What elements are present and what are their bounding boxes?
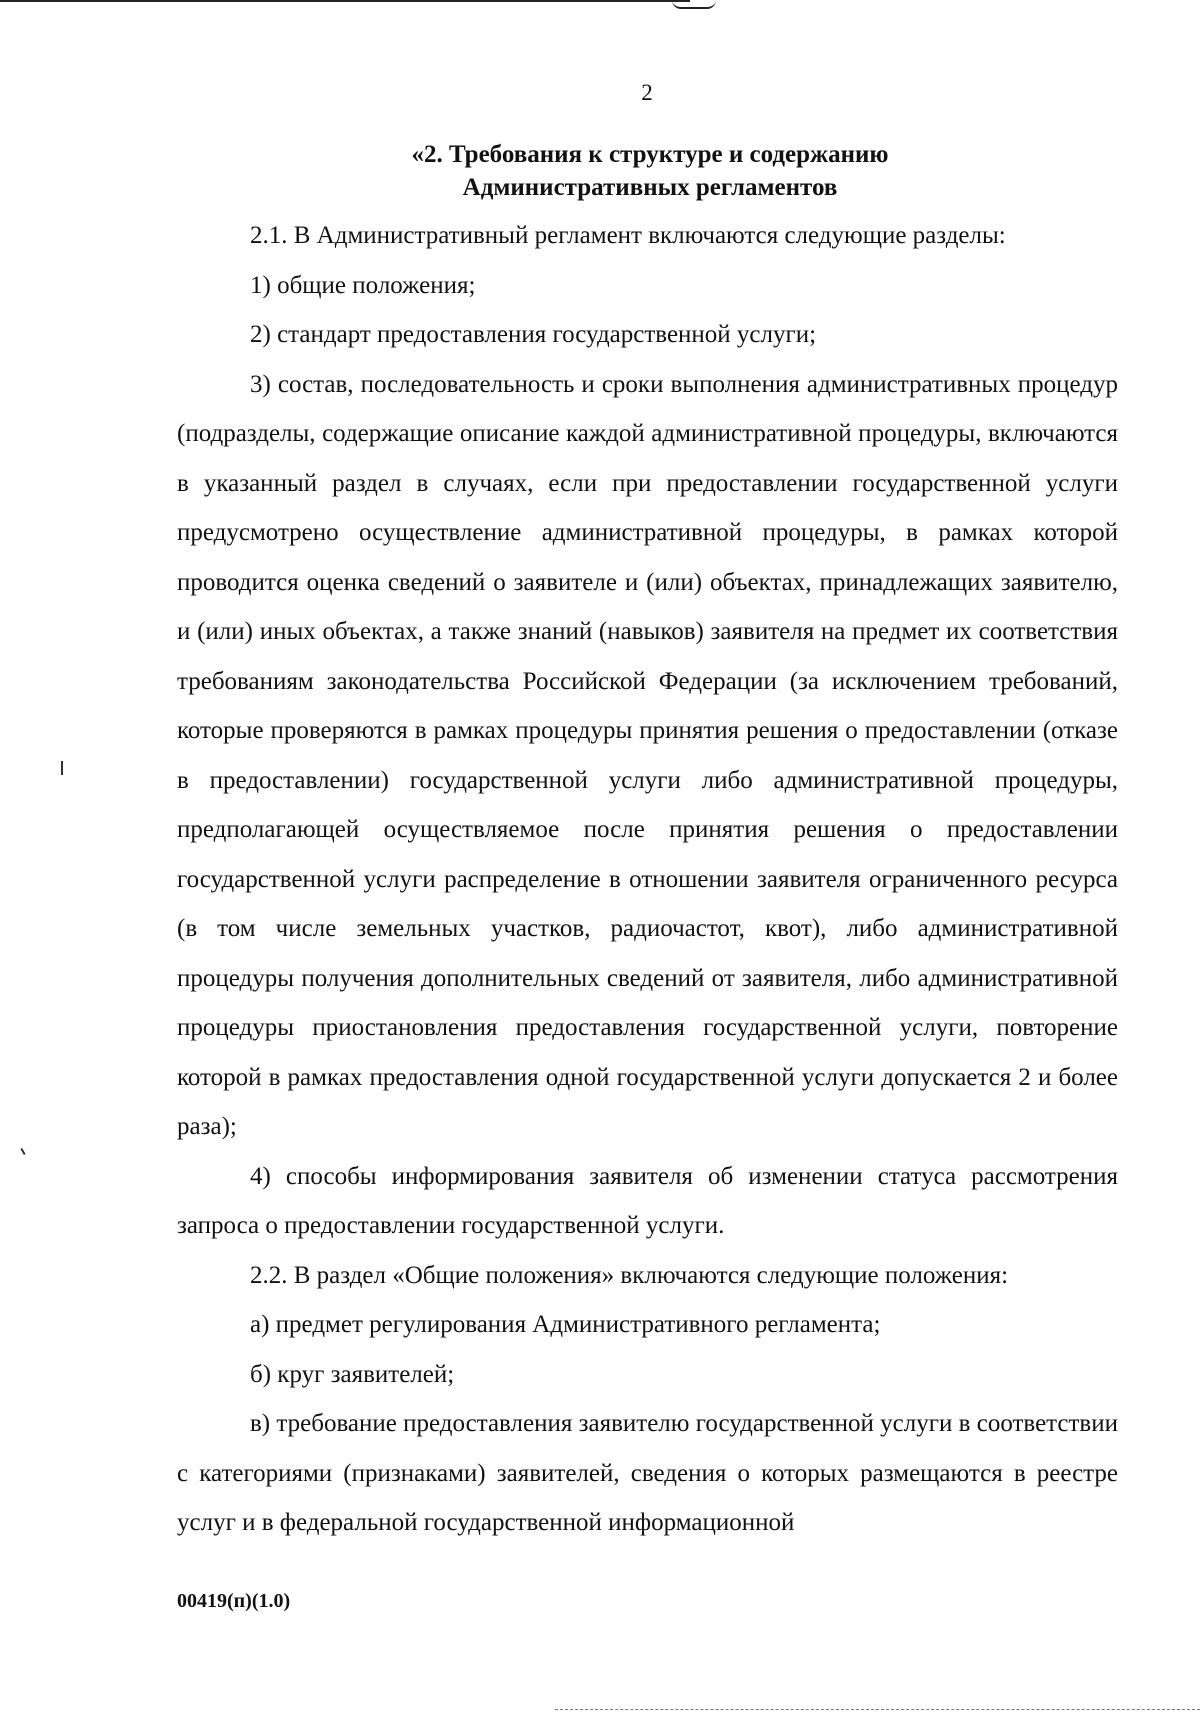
scan-artifact-top-line [0,0,690,2]
paragraph-item-v: в) требование предоставления заявителю государственной услуги в соответствии с категориями (признаками) заявителей, сведения о которых размещаются в реестре услуг и в федеральной государственной информационной [177,1410,1118,1536]
paragraph-2-2: 2.2. В раздел «Общие положения» включаются следующие положения: [250,1261,1009,1289]
section-heading [300,138,1000,204]
paragraph-item-2: 2) стандарт предоставления государственной услуги; [250,321,817,348]
section-heading-line-2: Административных регламентов [462,174,838,201]
body-text [177,211,1118,1548]
document-code: 00419(п)(1.0) [177,1590,291,1612]
scan-artifact-left-tick [61,761,63,775]
page-number: 2 [641,80,653,105]
scan-artifact-left-mark [20,1148,25,1155]
paragraph-2-1: 2.1. В Административный регламент включаются следующие разделы: [250,222,1006,249]
section-heading-line-1: «2. Требования к структуре и содержанию [411,141,889,168]
paragraph-item-3: 3) состав, последовательность и сроки выполнения административных процедур (подразделы, содержащие описание каждой административной процедуры, включаются в указанный раздел в случаях, если при предоставлении государственной услуги предусмотрено осуществление административной процедуры, в рамках которой проводится оценка сведений о заявителе и (или) объектах, принадлежащих заявителю, и (или) иных объектах, а также знаний (навыков) заявителя на предмет их соответствия требованиям законодательства Российской Федерации (за исключением требований, которые проверяются в рамках процедуры принятия решения о предоставлении (отказе в предоставлении) государственной услуги либо административной процедуры, предполагающей осуществляемое после принятия решения о предоставлении государственной услуги распределение в отношении заявителя ограниченного ресурса (в том числе земельных участков, радиочастот, квот), либо административной процедуры получения дополнительных сведений от заявителя, либо административной процедуры приостановления предоставления государственной услуги, повторение которой в рамках предоставления одной государственной услуги допускается 2 и более раза); [177,370,1118,1140]
paragraph-item-1: 1) общие положения; [250,271,476,299]
paragraph-item-b: б) круг заявителей; [250,1360,455,1388]
scan-artifact-bottom-line [555,1709,1200,1712]
scan-artifact-top-mark [672,0,716,9]
paragraph-item-a: а) предмет регулирования Административного регламента; [250,1311,881,1338]
paragraph-item-4: 4) способы информирования заявителя об изменении статуса рассмотрения запроса о предоставлении государственной услуги. [177,1162,1118,1239]
